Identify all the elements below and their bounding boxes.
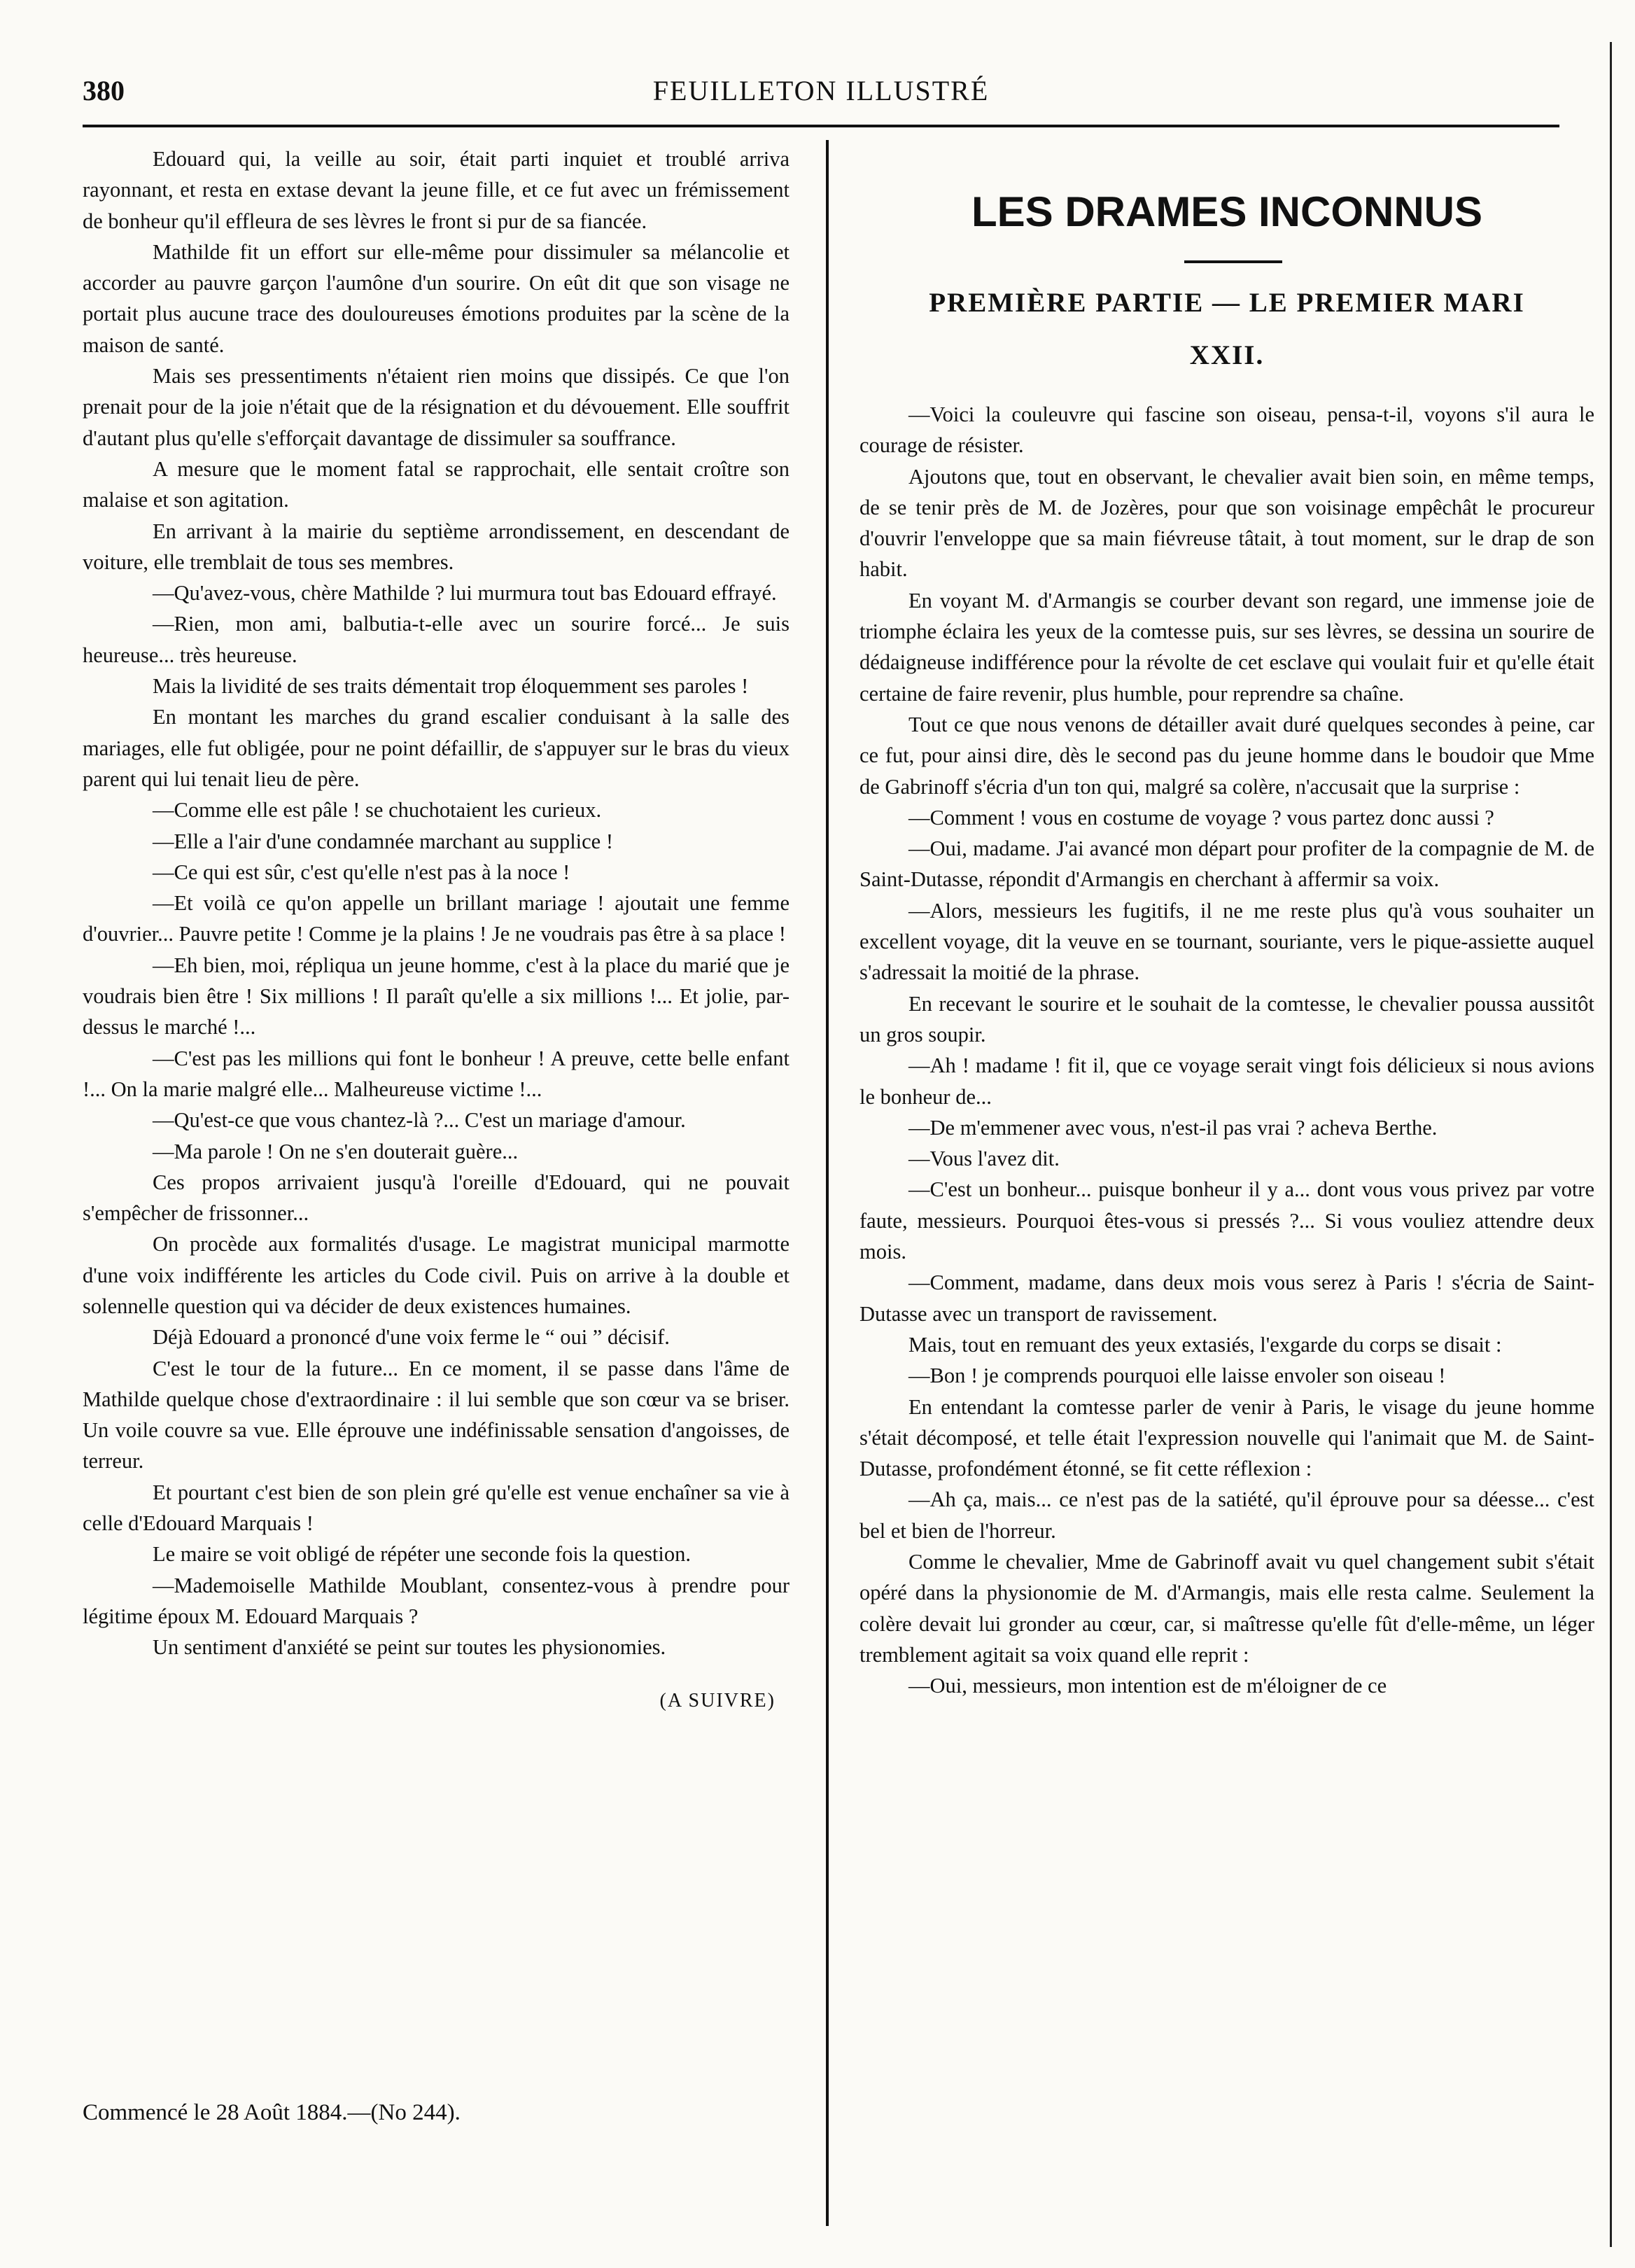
to-be-continued: (A SUIVRE): [659, 1689, 776, 1712]
paragraph: Mathilde fit un effort sur elle-même pour dissimuler sa mélancolie et accorder au pauvre garçon l'aumône d'un sourire. On eût dit que son visage ne portait plus aucune trace des douloureuses émotions produites par la scène de la maison de santé.: [83, 239, 790, 357]
paragraph: —Ah ça, mais... ce n'est pas de la satiété, qu'il éprouve pour sa déesse... c'est bel et bien de l'horreur.: [859, 1488, 1594, 1543]
paragraph: —Ma parole ! On ne s'en douterait guère...: [153, 1139, 519, 1163]
paragraph: —Vous l'avez dit.: [908, 1147, 1060, 1171]
column-divider: [826, 140, 829, 2226]
paragraph: —De m'emmener avec vous, n'est-il pas vrai ? acheva Berthe.: [908, 1115, 1438, 1140]
part-heading: PREMIÈRE PARTIE — LE PREMIER MARI: [929, 288, 1525, 318]
paragraph: —Qu'est-ce que vous chantez-là ?... C'est un mariage d'amour.: [153, 1108, 686, 1133]
paragraph: —Comme elle est pâle ! se chuchotaient les curieux.: [153, 798, 602, 822]
paragraph: —Et voilà ce qu'on appelle un brillant mariage ! ajoutait une femme d'ouvrier... Pauvre petite ! Comme je la plains ! Je ne voudrais pas être à sa place !: [83, 891, 790, 946]
right-column: [859, 399, 1594, 1701]
paragraph: On procède aux formalités d'usage. Le magistrat municipal marmotte d'une voix indifférente les articles du Code civil. Puis on arrive à la double et solennelle question qui va décider de deux existences humaines.: [83, 1232, 790, 1318]
paragraph: C'est le tour de la future... En ce moment, il se passe dans l'âme de Mathilde quelque chose d'extraordinaire : il lui semble que son cœur va se briser. Un voile couvre sa vue. Elle éprouve une indéfinissable sensation d'angoisses, de terreur.: [83, 1356, 790, 1474]
paragraph: —C'est pas les millions qui font le bonheur ! A preuve, cette belle enfant !... On la marie malgré elle... Malheureuse victime !...: [83, 1046, 790, 1101]
paragraph: —Qu'avez-vous, chère Mathilde ? lui murmura tout bas Edouard effrayé.: [153, 581, 777, 606]
paragraph: En montant les marches du grand escalier conduisant à la salle des mariages, elle fut obligée, pour ne point défaillir, de s'appuyer sur le bras du vieux parent qui lui tenait lieu de père.: [83, 705, 790, 791]
paragraph: En recevant le sourire et le souhait de la comtesse, le chevalier poussa aussitôt un gros soupir.: [859, 991, 1594, 1046]
paragraph: —Bon ! je comprends pourquoi elle laisse envoler son oiseau !: [908, 1364, 1446, 1388]
paragraph: —Ah ! madame ! fit il, que ce voyage serait vingt fois délicieux si nous avions le bonheur de...: [859, 1054, 1594, 1109]
paragraph: —Oui, messieurs, mon intention est de m'éloigner de ce: [908, 1674, 1387, 1698]
margin-rule: [1610, 42, 1612, 2247]
paragraph: Déjà Edouard a prononcé d'une voix ferme le “ oui ” décisif.: [153, 1325, 670, 1350]
paragraph: En entendant la comtesse parler de venir à Paris, le visage du jeune homme s'était décomposé, et telle était l'expression nouvelle qui l'animait que M. de Saint-Dutasse, profondément étonné, se fit cette réflexion :: [859, 1394, 1594, 1481]
paragraph: Et pourtant c'est bien de son plein gré qu'elle est venue enchaîner sa vie à celle d'Edouard Marquais !: [83, 1480, 790, 1536]
paragraph: Le maire se voit obligé de répéter une seconde fois la question.: [153, 1542, 692, 1567]
paragraph: En voyant M. d'Armangis se courber devant son regard, une immense joie de triomphe éclaira les yeux de la comtesse puis, sur ses lèvres, se dessina un sourire de dédaigneuse indifférence pour la révolte de cet esclave qui voulait fuir et qu'elle était certaine de faire revenir, plus humble, pour reprendre sa chaîne.: [859, 588, 1594, 706]
paragraph: Un sentiment d'anxiété se peint sur toutes les physionomies.: [153, 1635, 666, 1660]
running-title: FEUILLETON ILLUSTRÉ: [652, 75, 990, 106]
paragraph: —Voici la couleuvre qui fascine son oiseau, pensa-t-il, voyons s'il aura le courage de résister.: [859, 402, 1594, 458]
page-number: 380: [83, 75, 125, 106]
chapter-heading: XXII.: [1189, 340, 1265, 370]
title-rule: [1184, 260, 1282, 263]
paragraph: —Ce qui est sûr, c'est qu'elle n'est pas à la noce !: [153, 860, 570, 884]
right-column-text: [859, 399, 1594, 1701]
paragraph: —Elle a l'air d'une condamnée marchant au supplice !: [153, 829, 613, 853]
paragraph: —C'est un bonheur... puisque bonheur il y a... dont vous vous privez par votre faute, messieurs. Pourquoi êtes-vous si pressés ?... Si vous vouliez attendre deux mois.: [859, 1177, 1594, 1264]
paragraph: A mesure que le moment fatal se rapprochait, elle sentait croître son malaise et son agitation.: [83, 456, 790, 512]
novel-title: LES DRAMES INCONNUS: [971, 188, 1483, 235]
left-column-text: [83, 144, 790, 1663]
paragraph: —Rien, mon ami, balbutia-t-elle avec un sourire forcé... Je suis heureuse... très heureuse.: [83, 612, 790, 667]
paragraph: Comme le chevalier, Mme de Gabrinoff avait vu quel changement subit s'était opéré dans la physionomie de M. d'Armangis, mais elle resta calme. Seulement la colère devait lui gronder au cœur, car, si maîtresse qu'elle fût d'elle-même, un léger tremblement agitait sa voix quand elle reprit :: [859, 1549, 1594, 1667]
paragraph: —Oui, madame. J'ai avancé mon départ pour profiter de la compagnie de M. de Saint-Dutasse, répondit d'Armangis en cherchant à affermir sa voix.: [859, 836, 1594, 892]
paragraph: —Eh bien, moi, répliqua un jeune homme, c'est à la place du marié que je voudrais bien être ! Six millions ! Il paraît qu'elle a six millions !... Et jolie, par-dessus le marché !...: [83, 953, 790, 1040]
paragraph: Tout ce que nous venons de détailler avait duré quelques secondes à peine, car ce fut, pour ainsi dire, dès le second pas du jeune homme dans le boudoir que Mme de Gabrinoff s'écria d'un ton qui, malgré sa colère, n'accusait que la surprise :: [859, 712, 1594, 799]
left-column: [83, 144, 790, 1716]
paragraph: En arrivant à la mairie du septième arrondissement, en descendant de voiture, elle tremblait de tous ses membres.: [83, 519, 790, 574]
paragraph: —Alors, messieurs les fugitifs, il ne me reste plus qu'à vous souhaiter un excellent voyage, dit la veuve en se tournant, souriante, vers le pique-assiette auquel s'adressait la moitié de la phrase.: [859, 898, 1594, 985]
paragraph: Mais, tout en remuant des yeux extasiés, l'exgarde du corps se disait :: [908, 1332, 1502, 1357]
paragraph: Ces propos arrivaient jusqu'à l'oreille d'Edouard, qui ne pouvait s'empêcher de frissonner...: [83, 1170, 790, 1226]
paragraph: Mais la lividité de ses traits démentait trop éloquemment ses paroles !: [153, 674, 749, 699]
paragraph: —Comment ! vous en costume de voyage ? vous partez donc aussi ?: [908, 805, 1494, 830]
paragraph: Mais ses pressentiments n'étaient rien moins que dissipés. Ce que l'on prenait pour de la joie n'était que de la résignation et du dévouement. Elle souffrit d'autant plus qu'elle s'efforçait davantage de dissimuler sa souffrance.: [83, 364, 790, 450]
page-header: [83, 67, 1559, 116]
header-rule: [83, 125, 1559, 127]
paragraph: Ajoutons que, tout en observant, le chevalier avait bien soin, en même temps, de se tenir près de M. de Jozères, pour que son voisinage empêchât le procureur d'ouvrir l'enveloppe que sa main fiévreuse tâtait, à tout moment, sur le drap de son habit.: [859, 464, 1594, 582]
paragraph: —Comment, madame, dans deux mois vous serez à Paris ! s'écria de Saint-Dutasse avec un transport de ravissement.: [859, 1270, 1594, 1326]
paragraph: —Mademoiselle Mathilde Moublant, consentez-vous à prendre pour légitime époux M. Edouard Marquais ?: [83, 1573, 790, 1628]
footer-note: Commencé le 28 Août 1884.—(No 244).: [83, 2100, 461, 2125]
paragraph: Edouard qui, la veille au soir, était parti inquiet et troublé arriva rayonnant, et resta en extase devant la jeune fille, et ce fut avec un frémissement de bonheur qu'il effleura de ses lèvres le front si pur de sa fiancée.: [83, 147, 790, 233]
